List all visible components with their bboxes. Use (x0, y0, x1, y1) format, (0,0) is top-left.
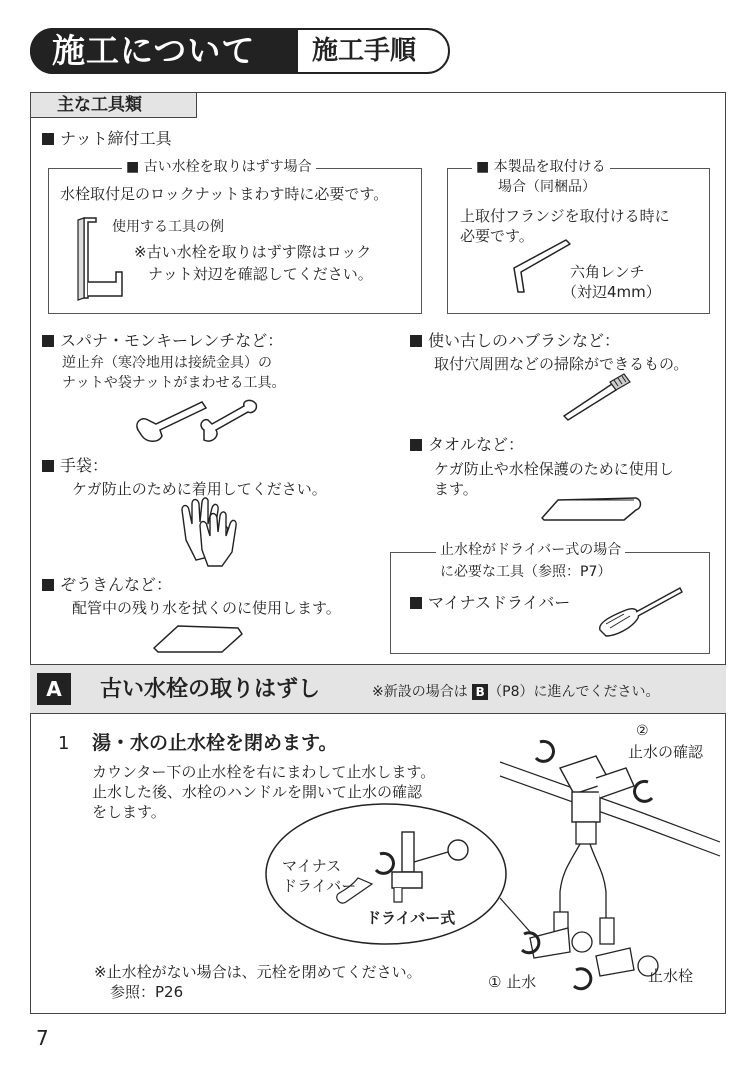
this-product-caption-2: 場合（同梱品） (498, 179, 596, 195)
spanner-icon (132, 396, 266, 446)
stop-label: ① 止水 (488, 973, 537, 991)
driver-label-1: マイナス (282, 857, 342, 875)
rag-icon (150, 622, 246, 654)
toothbrush-desc: 取付穴周囲などの掃除ができるもの。 (434, 355, 689, 373)
lock-nut-wrench-icon (70, 212, 130, 308)
this-product-desc-2: 必要です。 (460, 227, 534, 245)
step-desc-1: カウンター下の止水栓を右にまわして止水します。 (92, 763, 436, 781)
driver-item: マイナスドライバー (410, 592, 570, 613)
bullet-square-icon (42, 460, 54, 472)
rag-heading: ぞうきんなど： (42, 574, 172, 595)
tool-example-label: 使用する工具の例 (112, 219, 224, 235)
gloves-heading: 手袋： (42, 455, 108, 476)
towel-desc-2: ます。 (434, 480, 478, 498)
rag-desc: 配管中の残り水を拭くのに使用します。 (72, 599, 341, 617)
check-label: 止水の確認 (628, 743, 704, 761)
section-a-badge: A (37, 673, 71, 705)
towel-icon (538, 494, 646, 524)
step-desc-3: をします。 (92, 803, 166, 821)
towel-desc-1: ケガ防止や水栓保護のために使用し (434, 460, 674, 478)
footnote-1: ※止水栓がない場合は、元栓を閉めてください。 (94, 963, 422, 981)
page-number: 7 (36, 1026, 49, 1050)
check-number: ② (636, 723, 649, 739)
driver-case-caption-1: 止水栓がドライバー式の場合 (436, 541, 625, 560)
gloves-icon (178, 496, 242, 572)
hex-wrench-name: 六角レンチ (570, 263, 645, 281)
toothbrush-icon (560, 372, 632, 422)
bullet-square-icon (410, 335, 422, 347)
step-title: 湯・水の止水栓を閉めます。 (92, 732, 338, 754)
this-product-caption-1: ■ 本製品を取付ける (472, 158, 610, 177)
towel-heading: タオルなど： (410, 434, 524, 455)
tools-tab-label: 主な工具類 (57, 95, 142, 115)
driver-case-caption-2: に必要な工具（参照：P7） (440, 564, 612, 580)
screwdriver-icon (596, 584, 688, 640)
bullet-square-icon (410, 439, 422, 451)
bullet-square-icon (42, 335, 54, 347)
section-b-badge: B (472, 684, 488, 700)
spanner-desc-2: ナットや袋ナットがまわせる工具。 (62, 375, 286, 391)
old-faucet-caption: ■ 古い水栓を取りはずす場合 (122, 158, 316, 177)
old-faucet-note-2: ナット対辺を確認してください。 (148, 265, 373, 283)
old-faucet-desc: 水栓取付足のロックナットまわす時に必要です。 (60, 185, 389, 203)
step-number: 1 (58, 733, 70, 754)
footnote-2: 参照：P26 (110, 983, 184, 1001)
step-desc-2: 止水した後、水栓のハンドルを開いて止水の確認 (92, 783, 423, 801)
section-a-title: 古い水栓の取りはずし (100, 677, 321, 702)
toothbrush-heading: 使い古しのハブラシなど： (410, 330, 620, 351)
this-product-desc-1: 上取付フランジを取付ける時に (460, 207, 670, 225)
driver-label-2: ドライバー (282, 877, 357, 895)
valve-label: 止水栓 (648, 967, 694, 985)
bullet-square-icon (42, 579, 54, 591)
bullet-square-icon (410, 597, 422, 609)
hex-wrench-icon (508, 238, 576, 302)
gloves-desc: ケガ防止のために着用してください。 (72, 480, 327, 498)
spanner-desc-1: 逆止弁（寒冷地用は接続金具）の (62, 355, 272, 371)
faucet-valve-diagram (500, 722, 720, 992)
spanner-heading: スパナ・モンキーレンチなど： (42, 330, 283, 351)
hex-wrench-size: （対辺4mm） (562, 283, 661, 301)
header-subsection-title: 施工手順 (312, 36, 417, 66)
driver-type-label: ドライバー式 (366, 909, 456, 927)
tools-tab (30, 92, 197, 118)
section-a-note: ※新設の場合は B （P8）に進んでください。 (372, 684, 660, 700)
bullet-square-icon (42, 133, 54, 145)
old-faucet-note-1: ※古い水栓を取りはずす際はロック (134, 243, 372, 261)
nut-tools-heading: ナット締付工具 (42, 128, 172, 149)
header-section-title: 施工について (52, 31, 256, 70)
